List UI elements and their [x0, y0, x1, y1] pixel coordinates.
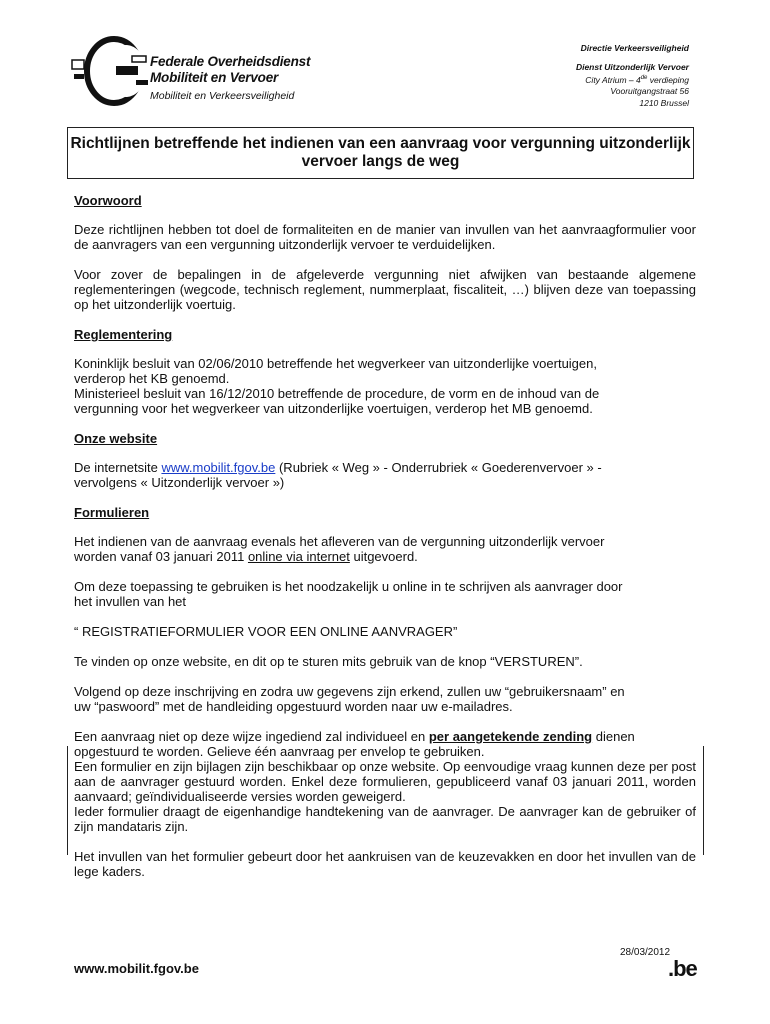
formulieren-paragraph-2: Om deze toepassing te gebruiken is het noodzakelijk u online in te schrijven als aanvrager door het invullen van het [74, 579, 623, 609]
heading-formulieren: Formulieren [74, 505, 150, 520]
address-building: City Atrium – 4de verdieping [585, 74, 689, 85]
reglementering-paragraph: Koninklijk besluit van 02/06/2010 betreffende het wegverkeer van uitzonderlijke voertuigen, verderop het KB genoemd. Ministerieel besluit van 16/12/2010 betreffende de procedure, de vorm en de inhoud van de vergunning voor het wegverkeer van uitzonderlijke voertuigen, verderop het MB genoemd. [74, 356, 600, 416]
heading-onze-website: Onze website [74, 431, 158, 446]
heading-reglementering: Reglementering [74, 327, 173, 342]
footer-url[interactable]: www.mobilit.fgov.be [74, 961, 199, 976]
logo-line-ministry: Federale Overheidsdienst [150, 54, 311, 69]
logo-line-directorate: Mobiliteit en Verkeersveiligheid [150, 90, 295, 102]
registration-form-title: “ REGISTRATIEFORMULIER VOOR EEN ONLINE AANVRAGER” [74, 624, 458, 639]
document-body [74, 193, 696, 894]
voorwoord-paragraph-1: Deze richtlijnen hebben tot doel de formaliteiten en de manier van invullen van het aanvraagformulier voor de aanvragers van een vergunning uitzonderlijk vervoer te verduidelijken. [74, 222, 696, 252]
document-date: 28/03/2012 [620, 947, 671, 958]
change-bar-right [703, 746, 704, 855]
address-service: Dienst Uitzonderlijk Vervoer [575, 61, 689, 72]
logo-line-department: Mobiliteit en Vervoer [150, 70, 279, 85]
box-paragraph-3: Ieder formulier draagt de eigenhandige handtekening van de aanvrager. De aanvrager kan de gebruiker of zijn mandataris zijn. [74, 804, 696, 834]
heading-voorwoord: Voorwoord [74, 193, 142, 208]
box-paragraph-1: Een aanvraag niet op deze wijze ingediend zal individueel en per aangetekende zending dienen opgestuurd te worden. Gelieve één aanvraag per envelop te gebruiken. [74, 729, 635, 759]
address-city: 1210 Brussel [639, 97, 689, 108]
website-paragraph: De internetsite www.mobilit.fgov.be (Rubriek « Weg » - Onderrubriek « Goederenvervoer » - vervolgens « Uitzonderlijk vervoer ») [74, 460, 602, 490]
address-block [576, 43, 689, 109]
be-logo: .be [668, 956, 697, 981]
formulieren-paragraph-5: Volgend op deze inschrijving en zodra uw gegevens zijn erkend, zullen uw “gebruikersnaam” en uw “paswoord” met de handleiding opgestuurd worden naar uw e-mailadres. [74, 684, 625, 714]
address-directorate: Directie Verkeersveiligheid [580, 43, 689, 53]
online-via-internet-text: online via internet [247, 549, 350, 564]
address-street: Vooruitgangstraat 56 [610, 86, 689, 97]
voorwoord-paragraph-2: Voor zover de bepalingen in de afgeleverde vergunning niet afwijken van bestaande algemene reglementeringen (wegcode, technisch reglement, nummerplaat, fiscaliteit, …) blijven deze van toepassing op het uitzonderlijk voertuig. [74, 267, 696, 312]
change-marked-block [74, 729, 696, 834]
formulieren-paragraph-1: Het indienen van de aanvraag evenals het afleveren van de vergunning uitzonderlijk vervoer worden vanaf 03 januari 2011 online via internet uitgevoerd. [74, 534, 605, 564]
mobilit-website-link[interactable]: www.mobilit.fgov.be [161, 460, 276, 475]
logo-text [150, 54, 340, 103]
formulieren-paragraph-6: Het invullen van het formulier gebeurt door het aankruisen van de keuzevakken en door het invullen van de lege kaders. [74, 849, 696, 879]
change-bar-left [67, 746, 68, 855]
fod-emblem-icon [70, 34, 160, 106]
box-paragraph-2: Een formulier en zijn bijlagen zijn beschikbaar op onze website. Op eenvoudige vraag kunnen deze per post aan de aanvrager gestuurd worden. Enkel deze formulieren, gepubliceerd vanaf 03 januari 2011, worden aanvaard; geïndividualiseerde versies worden geweigerd. [74, 759, 696, 804]
formulieren-paragraph-4: Te vinden op onze website, en dit op te sturen mits gebruik van de knop “VERSTUREN”. [74, 654, 583, 669]
registered-mail-emphasis: per aangetekende zending [428, 729, 593, 744]
document-title: Richtlijnen betreffende het indienen van een aanvraag voor vergunning uitzonderlijk vervoer langs de weg [67, 127, 694, 179]
